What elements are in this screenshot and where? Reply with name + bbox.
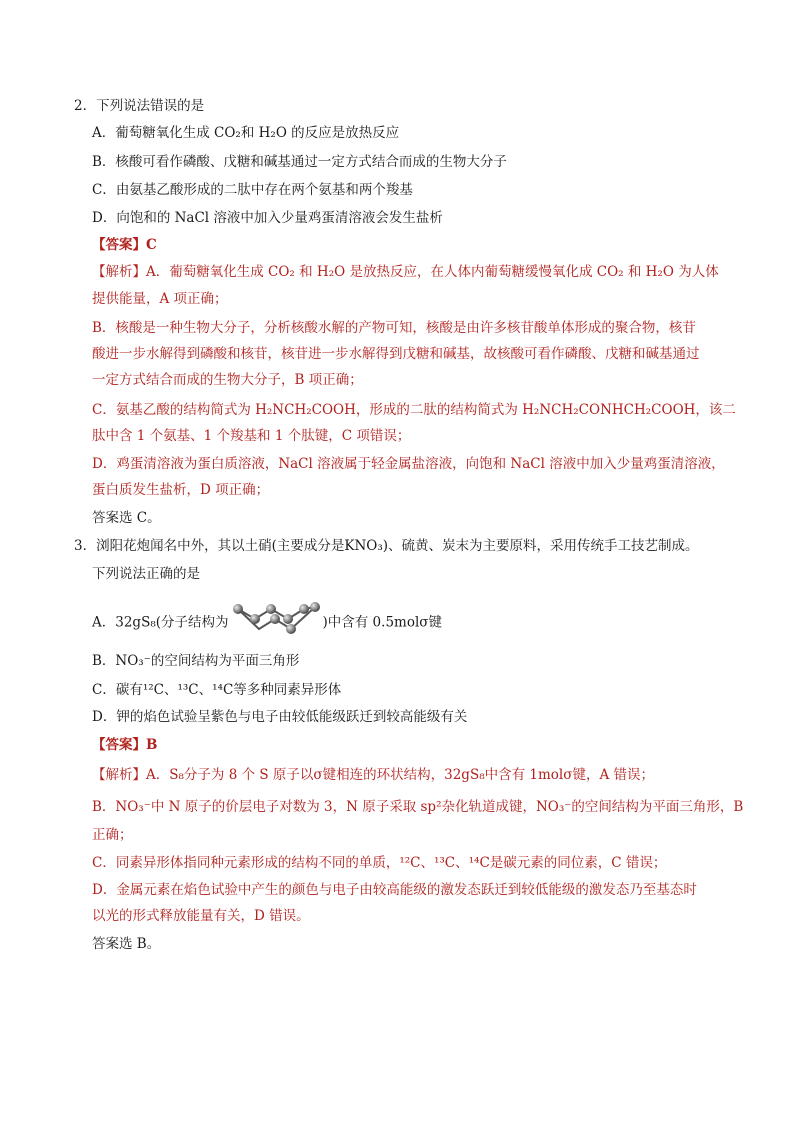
q2-option-b: B．核酸可看作磷酸、戊糖和碱基通过一定方式结合而成的生物大分子 xyxy=(92,154,507,170)
q3-conclusion: 答案选 B。 xyxy=(92,936,161,952)
q2-option-a: A．葡萄糖氧化生成 CO₂和 H₂O 的反应是放热反应 xyxy=(92,125,400,141)
q2-analysis-line: 酸进一步水解得到磷酸和核苷，核苷进一步水解得到戊糖和碱基，故核酸可看作磷酸、戊糖和碱基通过 xyxy=(92,346,700,362)
q2-stem: 2．下列说法错误的是 xyxy=(74,98,205,114)
q3-analysis-line: 【解析】A．S₈分子为 8 个 S 原子以σ键相连的环状结构，32gS₈中含有 1molσ键，A 错误； xyxy=(92,767,654,783)
q3-analysis-line: C．同素异形体指同种元素形成的结构不同的单质，¹²C、¹³C、¹⁴C是碳元素的同位素，C 错误； xyxy=(92,855,667,871)
q2-analysis-line: 蛋白质发生盐析，D 项正确； xyxy=(92,482,270,498)
q3-analysis-line: 以光的形式释放能量有关，D 错误。 xyxy=(92,908,310,924)
q3-option-b: B．NO₃⁻的空间结构为平面三角形 xyxy=(92,653,300,669)
q3-option-a-pre: A．32gS₈(分子结构为 xyxy=(92,614,229,631)
q2-analysis-line: 肽中含 1 个氨基、1 个羧基和 1 个肽键，C 项错误； xyxy=(92,428,411,444)
q3-stem-line2: 下列说法正确的是 xyxy=(92,566,200,582)
q2-analysis-line: 提供能量，A 项正确； xyxy=(92,291,228,307)
q2-analysis-line: C．氨基乙酸的结构简式为 H₂NCH₂COOH，形成的二肽的结构简式为 H₂NCH₂CONHCH₂COOH，该二 xyxy=(92,402,736,418)
q3-option-d: D．钾的焰色试验呈紫色与电子由较低能级跃迁到较高能级有关 xyxy=(92,709,468,725)
q3-stem-line1: 3．浏阳花炮闻名中外，其以土硝(主要成分是KNO₃)、硫黄、炭末为主要原料，采用传统手工技艺制成。 xyxy=(74,538,699,554)
q2-analysis-line: D．鸡蛋清溶液为蛋白质溶液，NaCl 溶液属于轻金属盐溶液，向饱和 NaCl 溶液中加入少量鸡蛋清溶液， xyxy=(92,456,725,472)
q3-analysis-line: 正确； xyxy=(92,827,133,843)
q2-analysis-line: B．核酸是一种生物大分子，分析核酸水解的产物可知，核酸是由许多核苷酸单体形成的聚合物，核苷 xyxy=(92,320,696,336)
q3-option-a xyxy=(92,598,442,648)
q3-option-c: C．碳有¹²C、¹³C、¹⁴C等多种同素异形体 xyxy=(92,682,342,698)
s8-ring-molecule-icon xyxy=(231,598,321,648)
q3-analysis-line: D．金属元素在焰色试验中产生的颜色与电子由较高能级的激发态跃迁到较低能级的激发态乃至基态时 xyxy=(92,882,697,898)
q2-option-c: C．由氨基乙酸形成的二肽中存在两个氨基和两个羧基 xyxy=(92,182,413,198)
q3-option-a-post: )中含有 0.5molσ键 xyxy=(322,614,442,631)
q2-conclusion: 答案选 C。 xyxy=(92,510,161,526)
q2-answer: 【答案】C xyxy=(92,237,157,253)
q2-option-d: D．向饱和的 NaCl 溶液中加入少量鸡蛋清溶液会发生盐析 xyxy=(92,210,443,226)
q3-answer: 【答案】B xyxy=(92,737,158,753)
q2-analysis-line: 【解析】A．葡萄糖氧化生成 CO₂ 和 H₂O 是放热反应，在人体内葡萄糖缓慢氧化成 CO₂ 和 H₂O 为人体 xyxy=(92,264,719,280)
q3-analysis-line: B．NO₃⁻中 N 原子的价层电子对数为 3，N 原子采取 sp²杂化轨道成键，NO₃⁻的空间结构为平面三角形，B xyxy=(92,799,744,815)
q2-analysis-line: 一定方式结合而成的生物大分子，B 项正确； xyxy=(92,372,363,388)
